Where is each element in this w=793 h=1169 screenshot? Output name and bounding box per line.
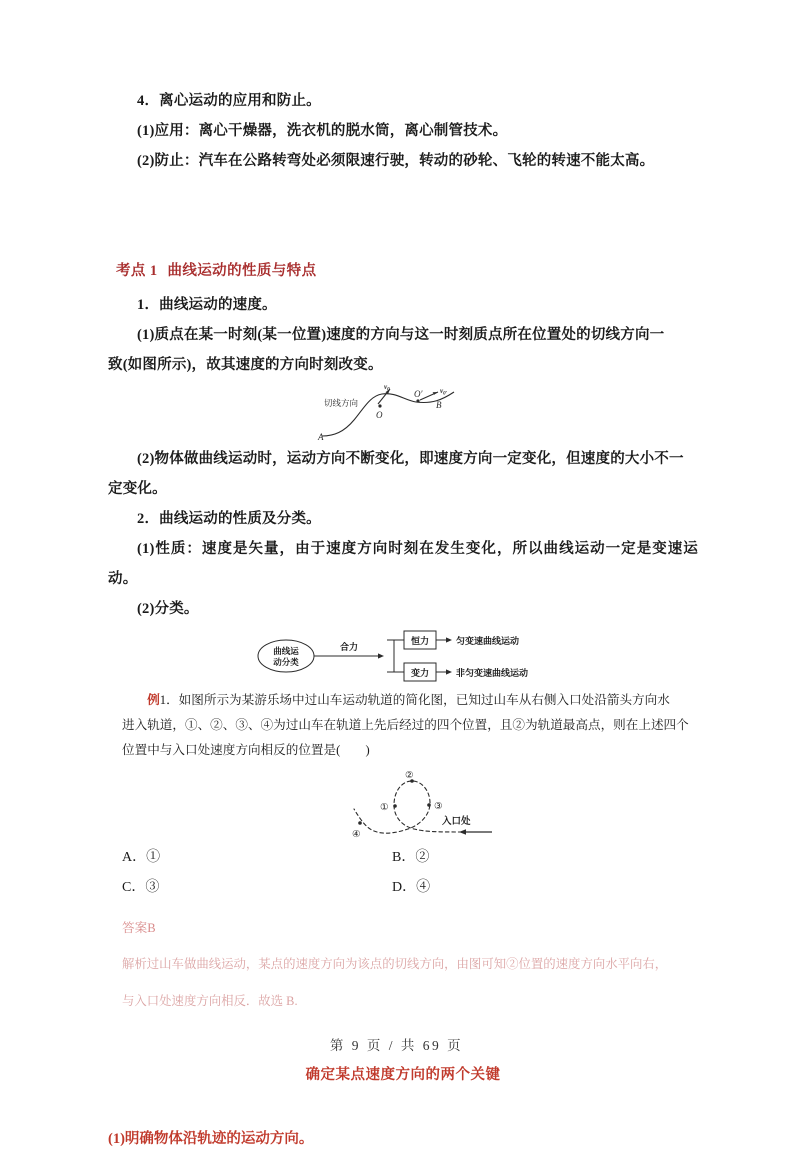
option-A-key: A． xyxy=(122,850,147,865)
label-point-Oprime: O′ xyxy=(414,389,423,399)
flow-box1-label: 恒力 xyxy=(410,636,430,646)
flow-output-2: 非匀变速曲线运动 xyxy=(456,668,529,678)
label-point-A: A xyxy=(318,432,324,442)
top-item-4: 4．离心运动的应用和防止。 xyxy=(137,93,321,109)
section2-heading: 2．曲线运动的性质及分类。 xyxy=(137,511,321,527)
entrance-label: 入口处 xyxy=(442,817,471,827)
option-D-key: D． xyxy=(392,880,417,895)
section1-heading: 1．曲线运动的速度。 xyxy=(137,297,277,313)
figure-flowchart-container xyxy=(108,628,698,684)
key-point-number: 1 xyxy=(149,263,158,279)
analysis-line1 xyxy=(108,952,698,976)
flow-output-1: 匀变速曲线运动 xyxy=(456,636,520,646)
answer-label: 答案 xyxy=(122,920,148,935)
figure-tangent-container xyxy=(108,384,698,442)
section1-para1-line1: (1)质点在某一时刻(某一位置)速度的方向与这一时刻质点所在位置处的切线方向一 xyxy=(137,327,665,343)
spacer xyxy=(108,236,698,258)
curvilinear-classification-flowchart xyxy=(257,628,549,684)
example-number: 1． xyxy=(159,693,179,707)
example-line3: 位置中与入口处速度方向相反的位置是( ) xyxy=(122,743,370,757)
top-item-4-1: (1)应用：离心干燥器，洗衣机的脱水筒，离心制管技术。 xyxy=(137,123,508,139)
option-A-value: ① xyxy=(146,850,161,865)
answer-line xyxy=(108,916,698,940)
option-B-key: B． xyxy=(392,850,416,865)
top-item-4-2: (2)防止：汽车在公路转弯处必须限速行驶，转动的砂轮、飞轮的转速不能太高。 xyxy=(137,153,655,169)
position-3-label: ③ xyxy=(434,802,443,812)
label-point-B: B xyxy=(436,400,442,410)
spacer xyxy=(108,176,698,236)
label-v0-prime: $v_{0'}$ xyxy=(440,387,448,397)
answer-value: B xyxy=(147,920,156,935)
section2-para1: (1)性质：速度是矢量，由于速度方向时刻在发生变化，所以曲线运动一定是变速运动。 xyxy=(108,541,698,587)
key-point-title: 曲线运动的性质与特点 xyxy=(167,263,317,279)
option-D-value: ④ xyxy=(416,880,431,895)
point-O-dot xyxy=(378,404,381,407)
tip-heading: 确定某点速度方向的两个关键 xyxy=(305,1067,501,1084)
key-point-label: 考点 xyxy=(116,263,146,279)
flow-arrowhead-2 xyxy=(446,669,452,674)
option-D[interactable] xyxy=(392,873,662,903)
section1-para2-line2: 定变化。 xyxy=(108,481,167,497)
example-mark: 例 xyxy=(147,693,160,707)
flow-branch-bracket xyxy=(387,640,394,672)
figure-loop-container xyxy=(108,769,698,841)
page-content xyxy=(108,86,698,1169)
option-C-value: ③ xyxy=(145,880,160,895)
key-point-heading xyxy=(108,258,698,284)
flow-main-arrowhead xyxy=(378,653,384,658)
example-line1-text: 如图所示为某游乐场中过山车运动轨道的简化图，已知过山车从右侧入口处沿箭头方向水 xyxy=(178,693,670,707)
example-options-row-1 xyxy=(108,843,698,873)
tip-line-1: (1)明确物体沿轨迹的运动方向。 xyxy=(108,1131,314,1148)
position-4-dot xyxy=(358,821,362,825)
label-v0: $v_0$ xyxy=(384,384,390,393)
roller-coaster-loop-diagram xyxy=(310,769,496,841)
example-line2: 进入轨道，①、②、③、④为过山车在轨道上先后经过的四个位置，且②为轨道最高点，则在上述四个 xyxy=(122,718,689,732)
option-B-value: ② xyxy=(415,850,430,865)
option-C-key: C． xyxy=(122,880,146,895)
example-line1 xyxy=(108,688,698,713)
spacer xyxy=(108,1104,698,1110)
section1-para2-line1: (2)物体做曲线运动时，运动方向不断变化，即速度方向一定变化，但速度的大小不一 xyxy=(137,451,684,467)
flow-arrowhead-1 xyxy=(446,637,452,642)
option-A[interactable] xyxy=(122,843,392,873)
tangent-direction-diagram xyxy=(308,384,498,442)
label-tangent-direction: 切线方向 xyxy=(324,398,359,408)
section1-para1-line2: 致(如图所示)，故其速度的方向时刻改变。 xyxy=(108,357,383,373)
flow-box2-label: 变力 xyxy=(410,668,430,678)
analysis-line1-text: 过山车做曲线运动，某点的速度方向为该点的切线方向，由图可知②位置的速度方向水平向右， xyxy=(146,957,668,972)
example-options-row-2 xyxy=(108,873,698,903)
position-1-label: ① xyxy=(380,803,389,813)
option-C[interactable] xyxy=(122,873,392,903)
position-3-dot xyxy=(427,803,431,807)
point-Oprime-dot xyxy=(416,399,419,402)
position-2-label: ② xyxy=(405,771,414,781)
page-footer: 第 9 页 / 共 69 页 xyxy=(329,1038,464,1053)
section2-para2: (2)分类。 xyxy=(137,601,199,617)
flow-edge-label: 合力 xyxy=(339,642,359,652)
flow-ellipse xyxy=(258,640,314,672)
position-4-label: ④ xyxy=(352,830,361,840)
flow-ellipse-line1: 曲线运 xyxy=(273,646,299,656)
analysis-label: 解析 xyxy=(122,957,147,972)
position-1-dot xyxy=(393,804,397,808)
flow-ellipse-line2: 动分类 xyxy=(273,657,299,667)
analysis-line2: 与入口处速度方向相反．故选 B. xyxy=(122,993,298,1008)
option-B[interactable] xyxy=(392,843,662,873)
entrance-arrow-head xyxy=(459,829,466,835)
label-point-O: O xyxy=(376,410,383,420)
